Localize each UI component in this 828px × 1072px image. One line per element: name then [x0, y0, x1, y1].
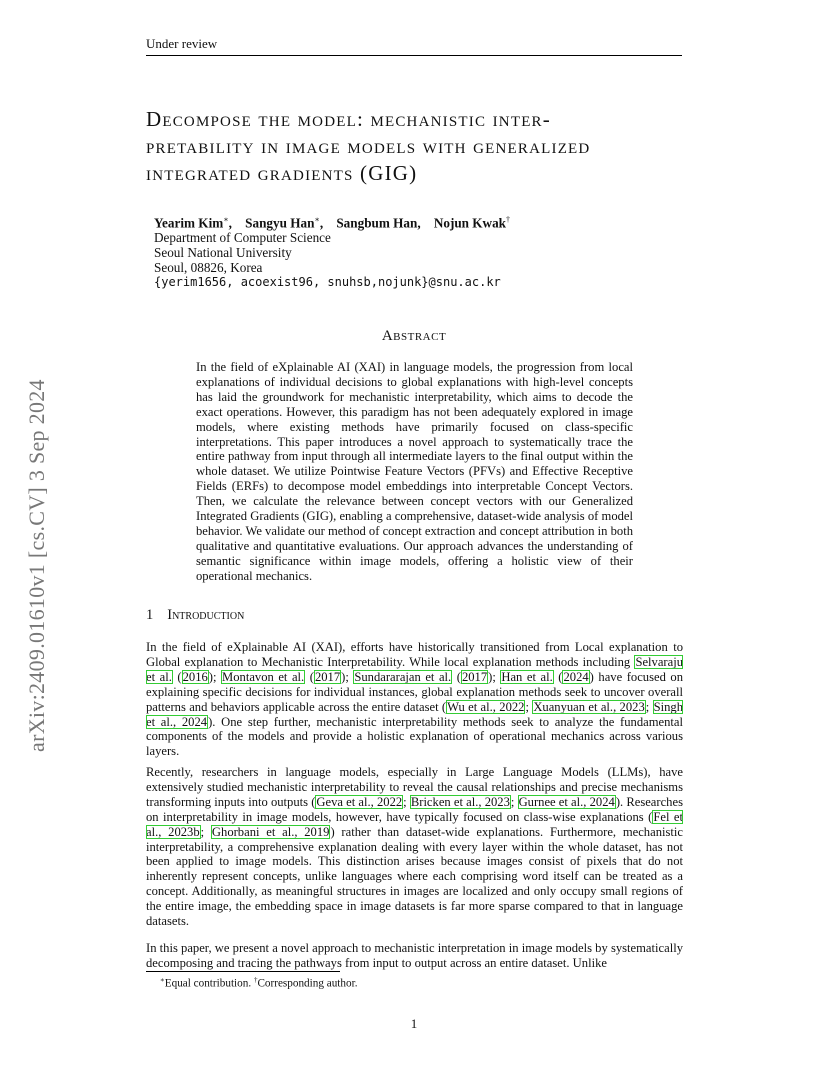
text-run: ) rather than dataset-wide explanations. Furthermore, mechanistic interpretability, a comprehensive explanation dealing with every layer within the whole dataset, has not been applied to image models. This distinction arises because images consist of pixels that do not inherently represent concepts, unlike languages where each comprising word itself can be treated as a concept. Additionally, as meaningful structures in images are localized and only occupy small regions of the entire image, the embedding space in image datasets is far more sparse compared to that in language datasets. — [146, 824, 683, 929]
section-number: 1 — [146, 607, 154, 623]
citation-link[interactable]: 2024 — [563, 669, 589, 684]
author-name: Yearim Kim — [154, 215, 224, 231]
abstract-text: In the field of eXplainable AI (XAI) in language models, the progression from local explanations of individual decisions to global explanations with high-level concepts has laid the groundwork for mechanistic interpretability, which aims to decode the exact operations. However, this paradigm has not been adequately explored in image models, where existing methods have primarily focused on class-specific interpretations. This paper introduces a novel approach to systematically trace the entire pathway from input through all intermediate layers to the final output within the whole dataset. We utilize Pointwise Feature Vectors (PFVs) and Effective Receptive Fields (ERFs) to decompose model embeddings into interpretable Concept Vectors. Then, we calculate the relevance between concept vectors with our Generalized Integrated Gradients (GIG), enabling a comprehensive, dataset-wide analysis of model behavior. We validate our method of concept extraction and concept attribution in both qualitative and quantitative evaluations. Our approach advances the understanding of semantic significance within image models, offering a holistic view of their operational mechanics. — [196, 360, 633, 583]
author-mark: ∗ — [223, 215, 229, 224]
text-run: ; — [510, 794, 518, 809]
text-run: ; — [200, 824, 211, 839]
citation-link[interactable]: Montavon et al. — [222, 669, 305, 684]
text-run: Recently, researchers in language models, especially in Large Language Models (LLMs), have extensively studied mechanistic interpretability to reveal the causal relationships and precise mechanisms transforming inputs into outputs ( — [146, 765, 683, 809]
citation-link[interactable]: Fel et al., 2023b — [146, 809, 683, 839]
running-header: Under review — [146, 36, 682, 56]
citation-link[interactable]: Xuanyuan et al., 2023 — [533, 699, 645, 714]
citation-link[interactable]: 2016 — [182, 669, 208, 684]
citation-link[interactable]: Han et al. — [501, 669, 553, 684]
text-run: ( — [553, 669, 563, 684]
title-line-3: integrated gradients (GIG) — [146, 161, 418, 185]
author-name: Nojun Kwak — [433, 215, 507, 231]
author-name: Sangbum Han — [336, 215, 418, 231]
citation-link[interactable]: 2017 — [461, 669, 488, 684]
text-run: ). Researches on interpretability in image models, however, have typically focused on class-wise explanations ( — [146, 794, 683, 824]
author-email: {yerim1656, acoexist96, snuhsb,nojunk}@snu.ac.kr — [154, 275, 501, 290]
author-mark: † — [506, 215, 511, 224]
intro-paragraph-1 — [146, 640, 683, 759]
citation-link[interactable]: Singh et al., 2024 — [146, 699, 683, 729]
footnote-text: Corresponding author. — [257, 977, 358, 990]
text-run: ) have focused on explaining specific decisions for individual instances, global explanation methods seek to uncover overall patterns and behaviors applicable across the entire dataset ( — [146, 669, 684, 714]
title-line-2: pretability in image models with generalized — [146, 134, 591, 158]
author-address: Seoul, 08826, Korea — [154, 260, 263, 276]
text-run: ; — [525, 699, 533, 714]
text-run: In the field of eXplainable AI (XAI), efforts have historically transitioned from Local explanation to Global explanation to Mechanistic Interpretability. While local explanation methods including — [146, 640, 683, 669]
citation-link[interactable]: Geva et al., 2022 — [316, 794, 403, 809]
text-run: ); — [208, 669, 222, 684]
intro-paragraph-3: In this paper, we present a novel approach to mechanistic interpretation in image models by systematically decomposing and tracing the pathways from input to output across an entire dataset. Unlike — [146, 941, 683, 970]
author-block — [154, 212, 510, 290]
author-name: Sangyu Han — [245, 215, 315, 231]
footnote-text: Equal contribution. — [164, 977, 254, 990]
title-line-1: Decompose the model: mechanistic inter- — [146, 107, 551, 131]
arxiv-identifier-stamp: arXiv:2409.01610v1 [cs.CV] 3 Sep 2024 — [24, 379, 49, 752]
citation-link[interactable]: Bricken et al., 2023 — [410, 794, 510, 809]
section-heading-introduction — [146, 607, 244, 624]
citation-link[interactable]: Sundararajan et al. — [354, 669, 452, 684]
author-department: Department of Computer Science — [154, 230, 331, 246]
author-mark: ∗ — [314, 215, 320, 224]
intro-paragraph-2 — [146, 765, 683, 929]
footnote-mark: ∗ — [160, 976, 165, 984]
text-run: ( — [172, 669, 182, 684]
author-university: Seoul National University — [154, 245, 292, 261]
author-names: Yearim Kim∗, Sangyu Han∗, Sangbum Han, Nojun Kwak† — [154, 215, 511, 231]
abstract-heading: Abstract — [381, 328, 447, 344]
text-run: ); — [341, 669, 354, 684]
page-number: 1 — [410, 1016, 418, 1031]
footnote-mark: † — [253, 976, 258, 984]
footnote — [160, 976, 358, 990]
citation-link[interactable]: Ghorbani et al., 2019 — [211, 824, 330, 839]
text-run: ). One step further, mechanistic interpretability methods seek to analyze the fundamental components of the models and provide a holistic explanation of operational mechanics across various layers. — [146, 714, 683, 759]
text-run: ; — [645, 699, 653, 714]
text-run: ; — [403, 794, 410, 809]
citation-link[interactable]: Gurnee et al., 2024 — [518, 794, 615, 809]
section-title: Introduction — [167, 607, 245, 623]
citation-link[interactable]: Selvaraju et al. — [146, 654, 683, 684]
text-run: ( — [305, 669, 314, 684]
citation-link[interactable]: Wu et al., 2022 — [447, 699, 525, 714]
citation-link[interactable]: 2017 — [314, 669, 341, 684]
paper-title — [146, 106, 686, 187]
footnote-divider — [146, 971, 340, 972]
text-run: ); — [488, 669, 501, 684]
text-run: ( — [452, 669, 461, 684]
